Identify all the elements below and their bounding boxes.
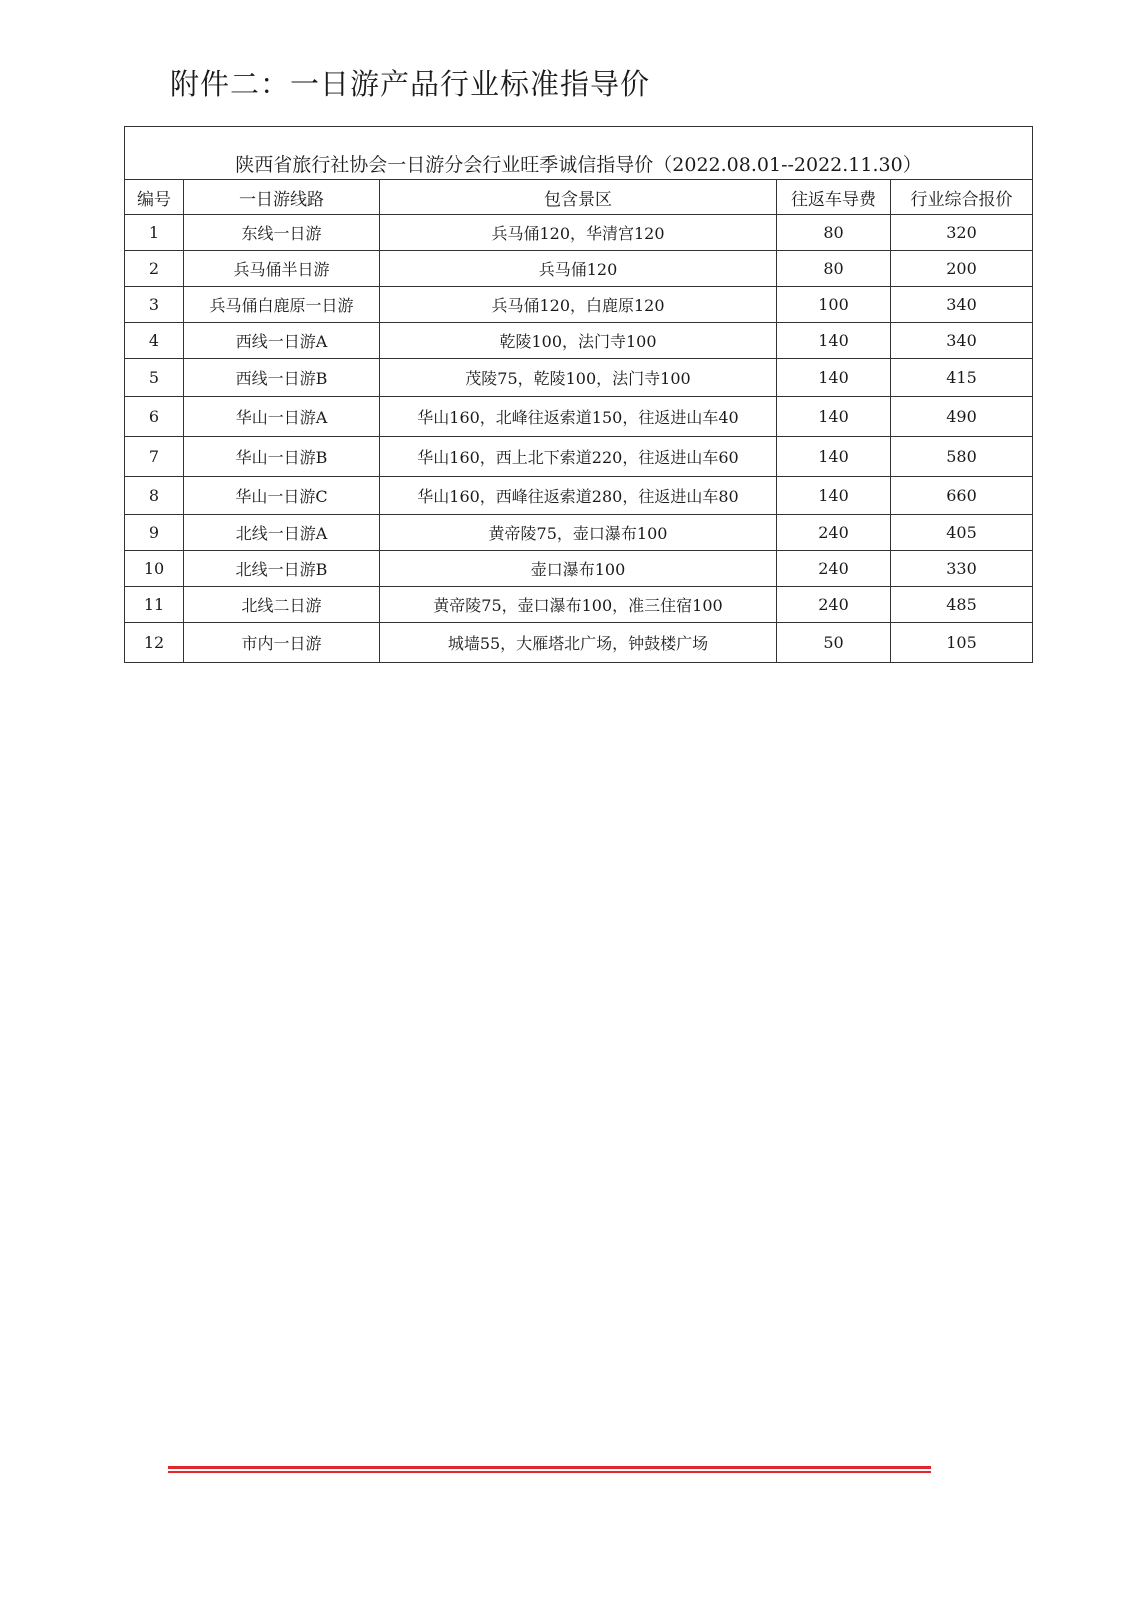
footer-rule-thin bbox=[168, 1471, 931, 1473]
cell-number: 2 bbox=[125, 251, 184, 287]
cell-fee: 140 bbox=[777, 323, 891, 359]
cell-sights: 华山160，北峰往返索道150，往返进山车40 bbox=[380, 397, 777, 437]
table-row bbox=[125, 287, 1033, 323]
cell-price: 340 bbox=[891, 287, 1033, 323]
cell-route: 兵马俑半日游 bbox=[184, 251, 380, 287]
cell-number: 12 bbox=[125, 623, 184, 663]
cell-sights: 壶口瀑布100 bbox=[380, 551, 777, 587]
table-row bbox=[125, 477, 1033, 515]
cell-fee: 80 bbox=[777, 215, 891, 251]
cell-price: 405 bbox=[891, 515, 1033, 551]
cell-sights: 兵马俑120，华清宫120 bbox=[380, 215, 777, 251]
table-header-row bbox=[125, 180, 1033, 215]
table-row bbox=[125, 515, 1033, 551]
cell-sights: 华山160，西上北下索道220，往返进山车60 bbox=[380, 437, 777, 477]
column-header-sights: 包含景区 bbox=[380, 180, 777, 215]
cell-price: 105 bbox=[891, 623, 1033, 663]
table-row bbox=[125, 397, 1033, 437]
cell-sights: 黄帝陵75，壶口瀑布100，准三住宿100 bbox=[380, 587, 777, 623]
cell-route: 北线一日游A bbox=[184, 515, 380, 551]
cell-price: 200 bbox=[891, 251, 1033, 287]
column-header-route: 一日游线路 bbox=[184, 180, 380, 215]
cell-fee: 140 bbox=[777, 397, 891, 437]
table-row bbox=[125, 587, 1033, 623]
cell-number: 8 bbox=[125, 477, 184, 515]
cell-fee: 140 bbox=[777, 477, 891, 515]
cell-route: 华山一日游A bbox=[184, 397, 380, 437]
cell-price: 320 bbox=[891, 215, 1033, 251]
cell-sights: 兵马俑120，白鹿原120 bbox=[380, 287, 777, 323]
cell-fee: 240 bbox=[777, 551, 891, 587]
cell-sights: 黄帝陵75，壶口瀑布100 bbox=[380, 515, 777, 551]
cell-price: 485 bbox=[891, 587, 1033, 623]
cell-number: 4 bbox=[125, 323, 184, 359]
cell-price: 415 bbox=[891, 359, 1033, 397]
cell-fee: 50 bbox=[777, 623, 891, 663]
document-heading: 附件二：一日游产品行业标准指导价 bbox=[170, 67, 651, 101]
column-header-number: 编号 bbox=[125, 180, 184, 215]
cell-number: 9 bbox=[125, 515, 184, 551]
cell-route: 华山一日游B bbox=[184, 437, 380, 477]
cell-number: 6 bbox=[125, 397, 184, 437]
cell-sights: 乾陵100，法门寺100 bbox=[380, 323, 777, 359]
cell-route: 东线一日游 bbox=[184, 215, 380, 251]
table-row bbox=[125, 359, 1033, 397]
table-row bbox=[125, 323, 1033, 359]
cell-price: 580 bbox=[891, 437, 1033, 477]
cell-sights: 兵马俑120 bbox=[380, 251, 777, 287]
table-row bbox=[125, 251, 1033, 287]
cell-route: 兵马俑白鹿原一日游 bbox=[184, 287, 380, 323]
cell-sights: 城墙55，大雁塔北广场，钟鼓楼广场 bbox=[380, 623, 777, 663]
cell-sights: 华山160，西峰往返索道280，往返进山车80 bbox=[380, 477, 777, 515]
cell-number: 3 bbox=[125, 287, 184, 323]
table-caption: 陕西省旅行社协会一日游分会行业旺季诚信指导价（2022.08.01--2022.11.30） bbox=[125, 127, 1033, 180]
cell-route: 北线一日游B bbox=[184, 551, 380, 587]
table-row bbox=[125, 623, 1033, 663]
cell-route: 华山一日游C bbox=[184, 477, 380, 515]
table-row bbox=[125, 215, 1033, 251]
cell-number: 11 bbox=[125, 587, 184, 623]
cell-price: 330 bbox=[891, 551, 1033, 587]
cell-fee: 100 bbox=[777, 287, 891, 323]
cell-fee: 80 bbox=[777, 251, 891, 287]
cell-number: 5 bbox=[125, 359, 184, 397]
cell-route: 北线二日游 bbox=[184, 587, 380, 623]
table-row bbox=[125, 551, 1033, 587]
cell-fee: 140 bbox=[777, 359, 891, 397]
table-row bbox=[125, 437, 1033, 477]
cell-number: 1 bbox=[125, 215, 184, 251]
cell-route: 西线一日游B bbox=[184, 359, 380, 397]
cell-number: 7 bbox=[125, 437, 184, 477]
table-body bbox=[125, 215, 1033, 663]
price-table bbox=[124, 126, 1033, 663]
cell-sights: 茂陵75，乾陵100，法门寺100 bbox=[380, 359, 777, 397]
cell-price: 340 bbox=[891, 323, 1033, 359]
cell-route: 西线一日游A bbox=[184, 323, 380, 359]
cell-fee: 240 bbox=[777, 515, 891, 551]
footer-rule bbox=[168, 1466, 931, 1473]
column-header-price: 行业综合报价 bbox=[891, 180, 1033, 215]
cell-price: 660 bbox=[891, 477, 1033, 515]
column-header-fee: 往返车导费 bbox=[777, 180, 891, 215]
cell-fee: 240 bbox=[777, 587, 891, 623]
cell-route: 市内一日游 bbox=[184, 623, 380, 663]
cell-fee: 140 bbox=[777, 437, 891, 477]
cell-number: 10 bbox=[125, 551, 184, 587]
cell-price: 490 bbox=[891, 397, 1033, 437]
